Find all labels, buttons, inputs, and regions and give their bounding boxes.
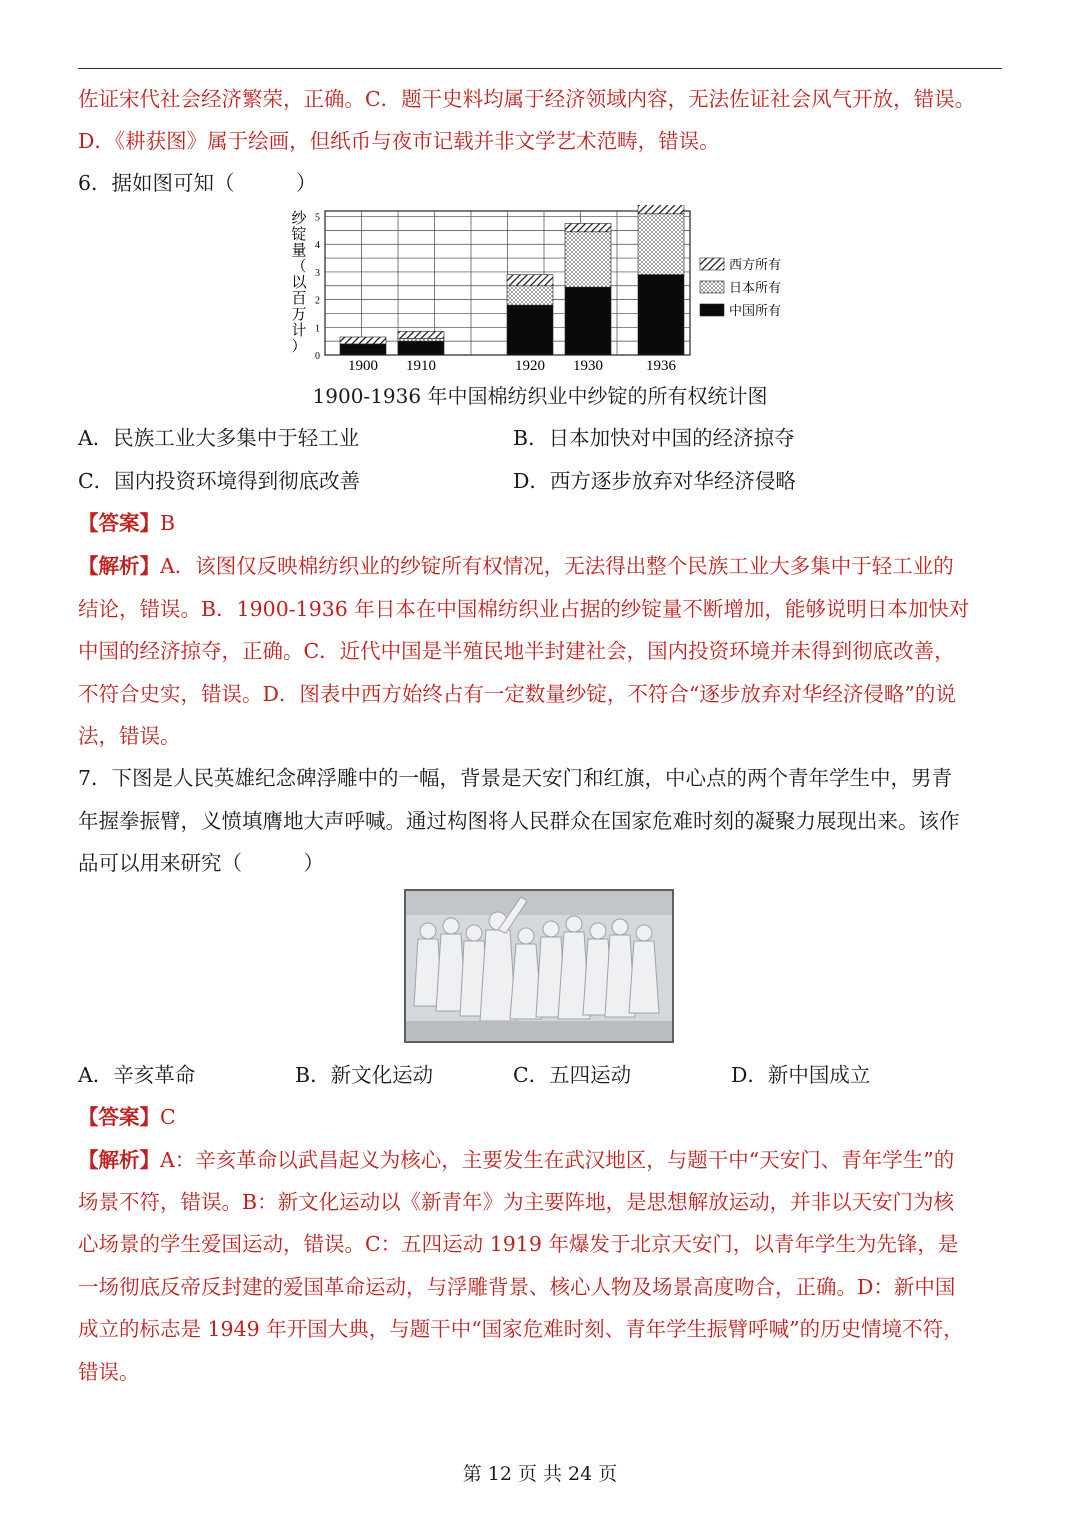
y-axis-label-char: 纱: [291, 209, 307, 227]
chart-svg: [285, 205, 805, 380]
analysis-text: A．该图仅反映棉纺织业的纱锭所有权情况，无法得出整个民族工业大多集中于轻工业的: [160, 554, 954, 578]
y-axis-label-char: 量: [291, 241, 307, 259]
x-tick-label: 1920: [515, 358, 545, 374]
y-tick-label: 1: [315, 323, 320, 335]
q6-analysis-line-5: 法，错误。: [78, 724, 181, 748]
y-axis-label-char: ）: [291, 337, 307, 355]
y-axis-label-char: 锭: [291, 225, 307, 243]
prev-analysis-line-2: D．《耕获图》属于绘画，但纸币与夜市记载并非文学艺术范畴，错误。: [78, 129, 720, 153]
x-tick-label: 1900: [348, 358, 378, 374]
bar-segment-dots: [507, 286, 553, 305]
q6-option-d: D．西方逐步放弃对华经济侵略: [513, 469, 796, 493]
legend-label: 日本所有: [729, 281, 782, 296]
analysis-text: A：辛亥革命以武昌起义为核心，主要发生在武汉地区，与题干中“天安门、青年学生”的: [160, 1148, 955, 1172]
q7-stem-line-2: 年握拳振臂，义愤填膺地大声呼喊。通过构图将人民群众在国家危难时刻的凝聚力展现出来。该作: [78, 809, 960, 833]
y-tick-label: 2: [315, 295, 320, 307]
bar-segment-solid-black: [565, 287, 611, 355]
y-tick-label: 5: [315, 212, 320, 224]
legend-label: 中国所有: [729, 304, 782, 319]
bar-segment-diagonal-hatch: [638, 205, 684, 214]
page-footer: 第 12 页 共 24 页: [462, 1463, 618, 1485]
q7-analysis-line-2: 场景不符，错误。B：新文化运动以《新青年》为主要阵地，是思想解放运动，并非以天安门为核: [78, 1190, 955, 1214]
bar-segment-diagonal-hatch: [340, 337, 386, 344]
bar-segment-solid-black: [398, 341, 444, 355]
legend-swatch: [700, 304, 724, 316]
legend-swatch: [700, 281, 724, 293]
chart-caption: 1900-1936 年中国棉纺织业中纱锭的所有权统计图: [312, 384, 768, 408]
bar-segment-diagonal-hatch: [398, 331, 444, 338]
y-axis-label-char: 计: [291, 321, 307, 339]
q7-analysis-line-6: 错误。: [78, 1360, 140, 1384]
bar-segment-dots: [638, 214, 684, 275]
q7-stem-line-3: 品可以用来研究（ ）: [78, 851, 324, 875]
q6-analysis-line-2: 结论，错误。B．1900-1936 年日本在中国棉纺织业占据的纱锭量不断增加，能够说明日本加快对: [78, 597, 970, 621]
q6-analysis-line-3: 中国的经济掠夺，正确。C．近代中国是半殖民地半封建社会，国内投资环境并未得到彻底改善，: [78, 639, 955, 663]
bar-segment-solid-black: [340, 344, 386, 355]
bar-segment-diagonal-hatch: [507, 275, 553, 286]
answer-value: C: [160, 1105, 176, 1129]
q7-option-a: A．辛亥革命: [78, 1063, 196, 1087]
y-tick-label: 4: [315, 240, 320, 252]
answer-value: B: [160, 511, 176, 535]
q7-analysis-line-5: 成立的标志是 1949 年开国大典，与题干中“国家危难时刻、青年学生振臂呼喊”的历史情境不符，: [78, 1317, 964, 1341]
q7-option-c: C．五四运动: [513, 1063, 632, 1087]
q6-answer: [78, 508, 1008, 538]
relief-figures: [406, 891, 672, 1041]
q7-analysis-line-4: 一场彻底反帝反封建的爱国革命运动，与浮雕背景、核心人物及场景高度吻合，正确。D：新中国: [78, 1275, 956, 1299]
y-tick-label: 0: [315, 351, 320, 362]
q6-analysis-line-4: 不符合史实，错误。D．图表中西方始终占有一定数量纱锭，不符合“逐步放弃对华经济侵略”的说: [78, 682, 956, 706]
q6-option-a: A．民族工业大多集中于轻工业: [78, 426, 360, 450]
bar-segment-solid-black: [638, 275, 684, 355]
bar-segment-diagonal-hatch: [565, 223, 611, 231]
y-tick-label: 3: [315, 267, 320, 279]
q6-analysis-line-1: [78, 551, 1008, 581]
y-axis-label-char: 百: [291, 289, 307, 307]
y-axis-label: [291, 209, 307, 355]
analysis-tag: 【解析】: [78, 1148, 160, 1172]
q7-option-b: B．新文化运动: [295, 1063, 434, 1087]
x-tick-label: 1936: [646, 358, 676, 374]
analysis-tag: 【解析】: [78, 554, 160, 578]
q6-option-c: C．国内投资环境得到彻底改善: [78, 469, 361, 493]
q7-stem-line-1: 7．下图是人民英雄纪念碑浮雕中的一幅，背景是天安门和红旗，中心点的两个青年学生中，男青: [78, 766, 953, 790]
spindle-ownership-chart: [285, 205, 805, 380]
q7-answer: [78, 1102, 1008, 1132]
bar-segment-dots: [398, 338, 444, 341]
x-tick-label: 1910: [406, 358, 436, 374]
x-tick-label: 1930: [573, 358, 603, 374]
header-rule: [78, 68, 1002, 69]
q6-stem: 6．据如图可知（ ）: [78, 171, 317, 195]
bar-segment-dots: [565, 232, 611, 287]
q7-analysis-line-1: [78, 1145, 1008, 1175]
y-axis-label-char: 万: [291, 305, 307, 323]
q6-option-b: B．日本加快对中国的经济掠夺: [513, 426, 795, 450]
q7-option-d: D．新中国成立: [731, 1063, 871, 1087]
bar-segment-solid-black: [507, 305, 553, 355]
answer-tag: 【答案】: [78, 1105, 160, 1129]
y-axis-label-char: （: [291, 257, 307, 275]
legend-label: 西方所有: [729, 258, 782, 273]
y-axis-label-char: 以: [291, 273, 307, 291]
legend-swatch: [700, 258, 724, 270]
prev-analysis-line-1: 佐证宋代社会经济繁荣，正确。C．题干史料均属于经济领域内容，无法佐证社会风气开放，错误。: [78, 87, 976, 111]
answer-tag: 【答案】: [78, 511, 160, 535]
monument-relief-image: [404, 889, 674, 1043]
q7-analysis-line-3: 心场景的学生爱国运动，错误。C：五四运动 1919 年爆发于北京天安门，以青年学生为先锋，是: [78, 1232, 959, 1256]
